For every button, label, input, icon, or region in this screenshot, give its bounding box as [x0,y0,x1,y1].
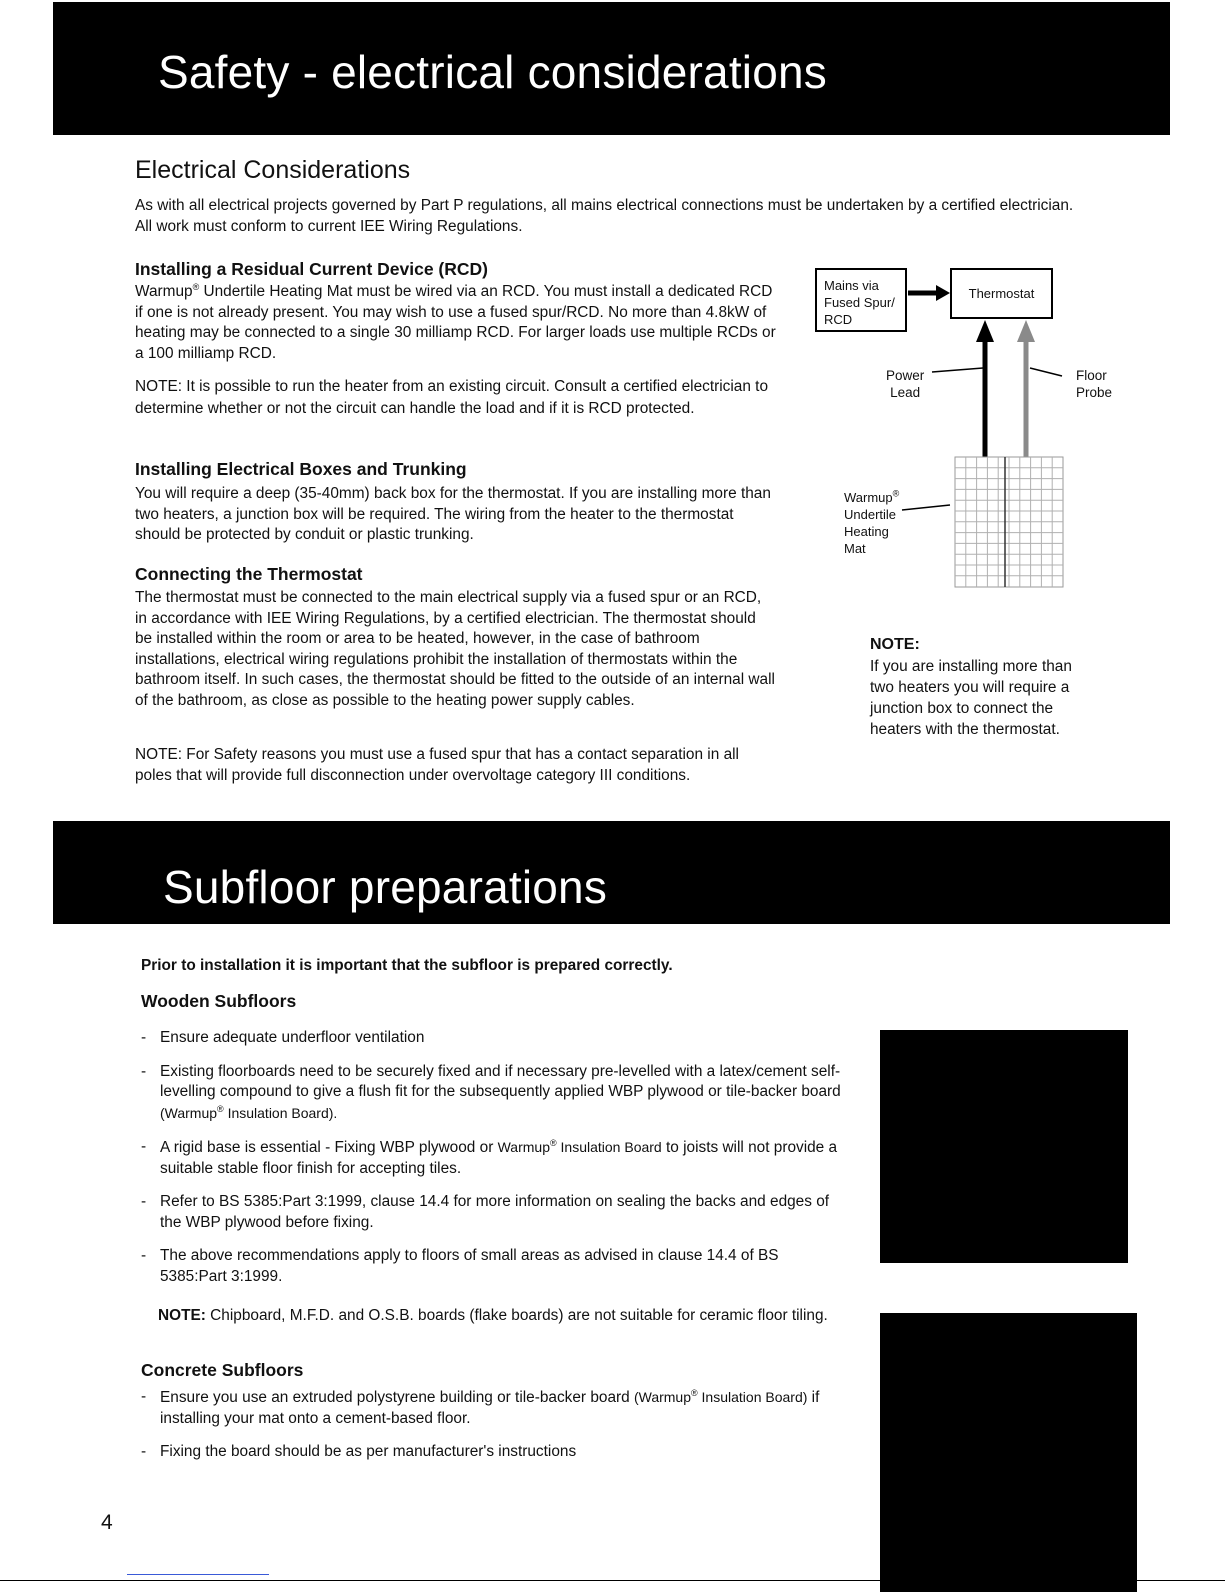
side-note-body: If you are installing more than two heaters you will require a junction box to connect the heaters with the thermostat. [870,658,1072,738]
side-note-heading: NOTE: [870,636,920,653]
page-number: 4 [101,1511,113,1534]
photo-wooden-subfloor [880,1030,1128,1263]
footer-link-underline [127,1574,269,1575]
list-item: - Ensure adequate underfloor ventilation [141,1029,425,1046]
section-title-subfloor: Subfloor preparations [163,861,608,913]
probe-leader-line [1030,368,1062,376]
power-leader-line [932,368,983,372]
section-title-safety: Safety - electrical considerations [158,46,827,98]
paragraph-boxes: You will require a deep (35-40mm) back box for the thermostat. If you are installing more than two heaters, a junction box will be required. The wiring from the heater to the thermostat should be protected by conduit or plastic trunking. [135,485,771,543]
note-rcd: NOTE: It is possible to run the heater from an existing circuit. Consult a certified electrician to determine whether or not the circuit can handle the load and if it is RCD protected. [135,378,769,417]
heading-electrical-considerations: Electrical Considerations [135,156,411,184]
paragraph-rcd [135,282,780,364]
section-header-safety [53,2,1170,135]
registered-mark: ® [892,488,900,499]
mains-label-line1: Mains via [824,278,879,293]
section-header-subfloor [53,821,1170,924]
paragraph-thermostat: The thermostat must be connected to the main electrical supply via a fused spur or an RCD, in accordance with IEE Wiring Regulations, by a certified electrician. The thermostat should be installed within the room or area to be heated, however, in the case of bathroom installations, electrical wiring regulations prohibit the installation of thermostats within the bathroom itself. In such cases, the thermostat should be fitted to the outside of an internal wall of the bathroom, as close as possible to the heating power supply cables. [135,589,775,709]
heading-electrical-boxes: Installing Electrical Boxes and Trunking [135,459,467,479]
list-item: - Fixing the board should be as per manufacturer's instructions [141,1443,577,1460]
power-lead-arrow-head [976,320,994,342]
floor-probe-label [1076,367,1112,401]
list-item: - A rigid base is essential - Fixing WBP plywood or Warmup® Insulation Board to joists will not provide a suitable stable floor finish for accepting tiles. [141,1137,838,1177]
brand-name: Warmup [135,283,193,300]
mat-label-line4: Mat [844,541,866,556]
wooden-subfloor-list [141,1028,841,1300]
registered-mark: ® [192,281,200,292]
mat-leader-line [902,505,950,510]
page-bottom-rule [0,1580,1225,1581]
list-item: - Ensure you use an extruded polystyrene building or tile-backer board (Warmup® Insulation Board) if installing your mat onto a cement-based floor. [141,1387,820,1427]
paragraph-intro: As with all electrical projects governed by Part P regulations, all mains electrical connections must be undertaken by a certified electrician. All work must conform to current IEE Wiring Regulations. [135,197,1074,235]
heading-concrete-subfloors: Concrete Subfloors [141,1360,304,1380]
photo-concrete-subfloor [880,1313,1137,1592]
probe-label-line2: Probe [1076,385,1113,400]
subfloor-note-text: Chipboard, M.F.D. and O.S.B. boards (flake boards) are not suitable for ceramic floor tiling. [205,1307,828,1324]
floor-probe-arrow-head [1017,320,1035,342]
note-thermostat: NOTE: For Safety reasons you must use a fused spur that has a contact separation in all poles that will provide full disconnection under overvoltage category III conditions. [135,746,739,784]
mains-label-line2: Fused Spur/ [824,295,895,310]
power-lead-label [886,367,924,401]
probe-label-line1: Floor [1076,368,1107,383]
heading-rcd: Installing a Residual Current Device (RCD) [135,259,488,279]
heading-wooden-subfloors: Wooden Subfloors [141,991,297,1011]
concrete-subfloor-list [141,1387,821,1476]
list-item: - Refer to BS 5385:Part 3:1999, clause 14.4 for more information on sealing the backs and edges of the WBP plywood before fixing. [141,1193,830,1231]
subfloor-note [158,1307,828,1325]
thermostat-label: Thermostat [968,286,1035,301]
rcd-body-text: Undertile Heating Mat must be wired via an RCD. You must install a dedicated RCD if one is not already present. You may wish to use a fused spur/RCD. No more than 4.8kW of heating may be connected to a single 30 milliamp RCD. For larger loads use multiple RCDs or a 100 milliamp RCD. [135,283,776,362]
power-label-line1: Power [886,368,925,383]
power-label-line2: Lead [890,385,921,400]
mat-label-line2: Undertile [844,507,897,522]
subfloor-intro: Prior to installation it is important that the subfloor is prepared correctly. [141,957,673,974]
mat-label-line3: Heating [844,524,889,539]
heading-connecting-thermostat: Connecting the Thermostat [135,564,363,584]
heating-mat-grid [955,457,1063,587]
list-item: - The above recommendations apply to floors of small areas as advised in clause 14.4 of BS 5385:Part 3:1999. [141,1247,779,1285]
heating-mat-label [844,489,899,557]
mat-label-line1: Warmup® [844,488,900,505]
subfloor-note-label: NOTE: [158,1307,206,1324]
mains-label-line3: RCD [824,312,853,327]
list-item: - Existing floorboards need to be securely fixed and if necessary pre-levelled with a latex/cement self-levelling compound to give a flush fit for the subsequently applied WBP plywood or tile-backer board (Warmup® Insulation Board). [141,1062,841,1121]
mains-arrow-head [936,285,950,301]
